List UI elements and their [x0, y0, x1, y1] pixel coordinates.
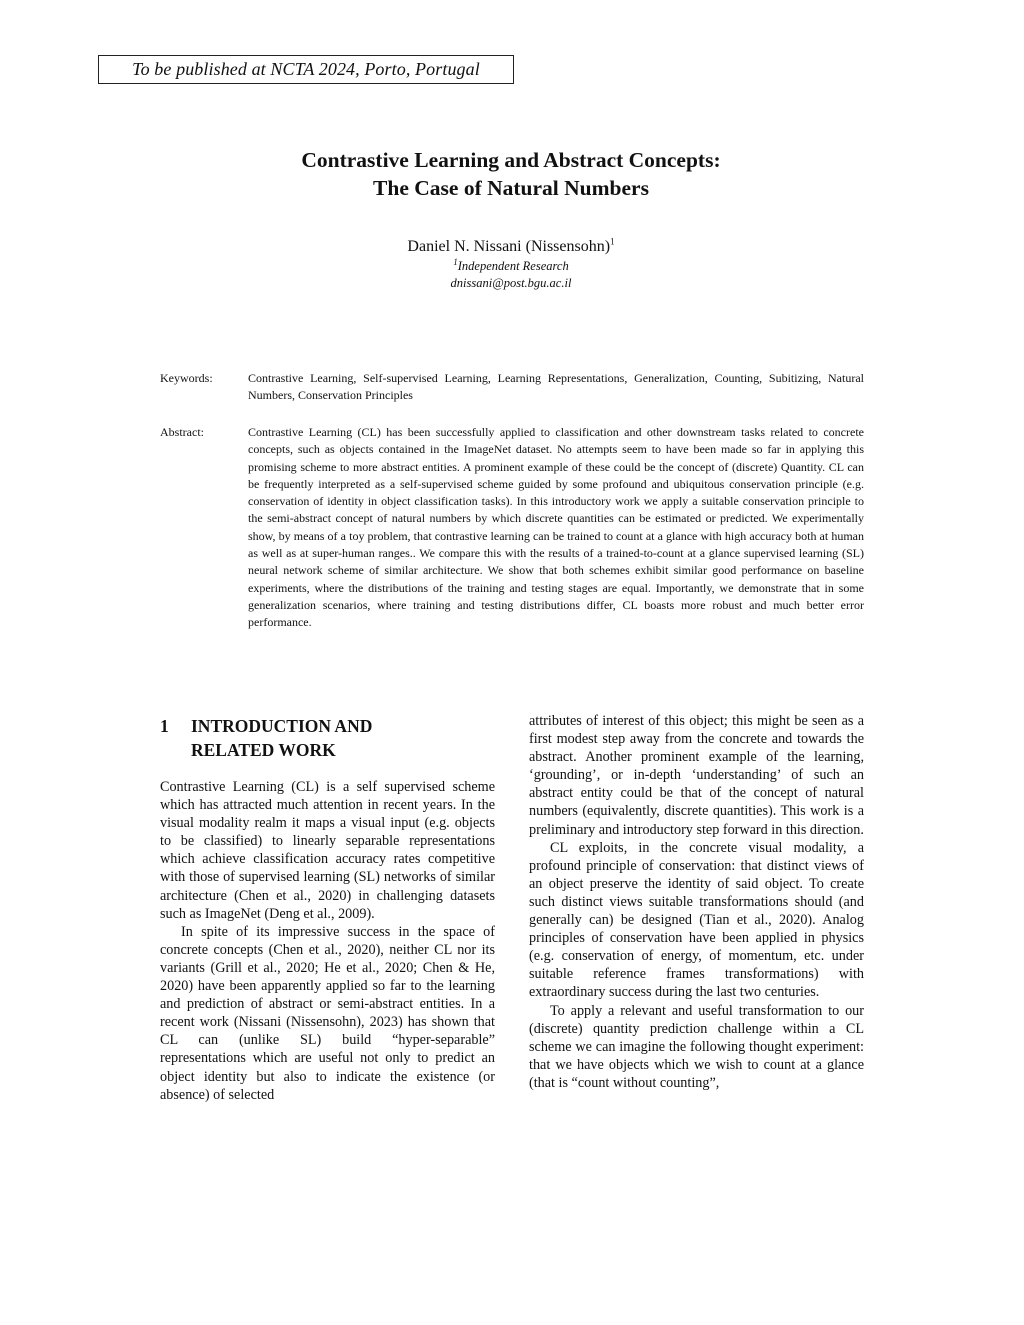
section-title — [191, 714, 372, 762]
author-superscript: 1 — [610, 236, 615, 247]
paragraph: To apply a relevant and useful transformation to our (discrete) quantity prediction challenge within a CL scheme we can imagine the following thought experiment: that we have objects which we wish to count at a glance (that is “count without counting”, — [529, 1002, 864, 1091]
paragraph: attributes of interest of this object; this might be seen as a first modest step away from the concrete and towards the abstract. Another prominent example of the learning, ‘grounding’, or in-depth ‘understanding’ of such an abstract entity could be that of the concept of natural numbers (equivalently, discrete quantities). This work is a preliminary and introductory step forward in this direction. — [529, 713, 864, 838]
section-heading — [160, 714, 495, 762]
section-number: 1 — [160, 716, 169, 736]
keywords-label: Keywords: — [160, 371, 213, 385]
section-title-line-2: RELATED WORK — [191, 740, 336, 760]
title-line-1: Contrastive Learning and Abstract Concepts: — [301, 148, 721, 172]
publication-banner-text: To be published at NCTA 2024, Porto, Portugal — [132, 59, 480, 79]
author-name: Daniel N. Nissani (Nissensohn) — [407, 238, 611, 255]
left-column — [160, 712, 495, 1104]
section-title-line-1: INTRODUCTION AND — [191, 716, 373, 736]
paragraph: In spite of its impressive success in the space of concrete concepts (Chen et al., 2020), neither CL nor its variants (Grill et al., 2020; He et al., 2020; Chen & He, 2020) have been apparently applied so far to the learning and prediction of abstract or semi-abstract entities. In a recent work (Nissani (Nissensohn), 2023) has shown that CL can (unlike SL) build “hyper-separable” representations which are useful not only to predict an object identity but also to indicate the existence (or absence) of selected — [160, 923, 495, 1103]
author-block — [160, 236, 862, 292]
affiliation-line — [160, 258, 862, 275]
paragraph: CL exploits, in the concrete visual modality, a profound principle of conservation: that distinct views of an object preserve the identity of said object. To create such distinct views suitable transformations should (and generally can) be designed (Tian et al., 2020). Analog principles of conservation have been applied in physics (e.g. conservation of energy, of momentum, etc. under suitable reference frames transformations) with extraordinary success during the last two centuries. — [529, 839, 864, 1001]
affiliation: Independent Research — [457, 259, 569, 273]
publication-banner — [98, 55, 514, 84]
keywords-row — [160, 370, 864, 405]
abstract-text: Contrastive Learning (CL) has been successfully applied to classification and other downstream tasks related to concrete concepts, such as objects contained in the ImageNet dataset. No attempts seem to have been made so far in applying this promising scheme to more abstract entities. A prominent example of these could be the concept of (discrete) Quantity. CL can be frequently interpreted as a self-supervised scheme guided by some profound and ubiquitous conservation principle (e.g. conservation of identity in object classification tasks). In this introductory work we apply a suitable conservation principle to the semi-abstract concept of natural numbers by which discrete quantities can be estimated or predicted. We experimentally show, by means of a toy problem, that contrastive learning can be trained to count at a glance with high accuracy both at human as well as at super-human ranges.. We compare this with the results of a trained-to-count at a glance supervised learning (SL) neural network scheme of similar architecture. We show that both schemes exhibit similar good performance on baseline experiments, where the distributions of the training and testing stages are equal. Importantly, we demonstrate that in some generalization scenarios, where training and testing distributions differ, CL boasts more robust and much better error performance. — [248, 425, 864, 630]
abstract-row — [160, 424, 864, 632]
author-email: dnissani@post.bgu.ac.il — [450, 276, 572, 290]
paragraph: Contrastive Learning (CL) is a self supervised scheme which has attracted much attention in recent years. In the visual modality realm it maps a visual input (e.g. objects to be classified) to linearly separable representations which achieve classification accuracy rates competitive with those of supervised learning (SL) networks of similar architecture (Chen et al., 2020) in challenging datasets such as ImageNet (Deng et al., 2009). — [160, 779, 495, 922]
affiliation-superscript: 1 — [453, 256, 458, 267]
abstract-label: Abstract: — [160, 425, 204, 439]
right-column — [529, 712, 864, 1092]
keywords-text: Contrastive Learning, Self-supervised Learning, Learning Representations, Generalization, Counting, Subitizing, Natural Numbers, Conservation Principles — [248, 371, 864, 403]
author-name-line — [160, 236, 862, 258]
title-line-2: The Case of Natural Numbers — [373, 176, 649, 200]
paper-title — [160, 146, 862, 202]
